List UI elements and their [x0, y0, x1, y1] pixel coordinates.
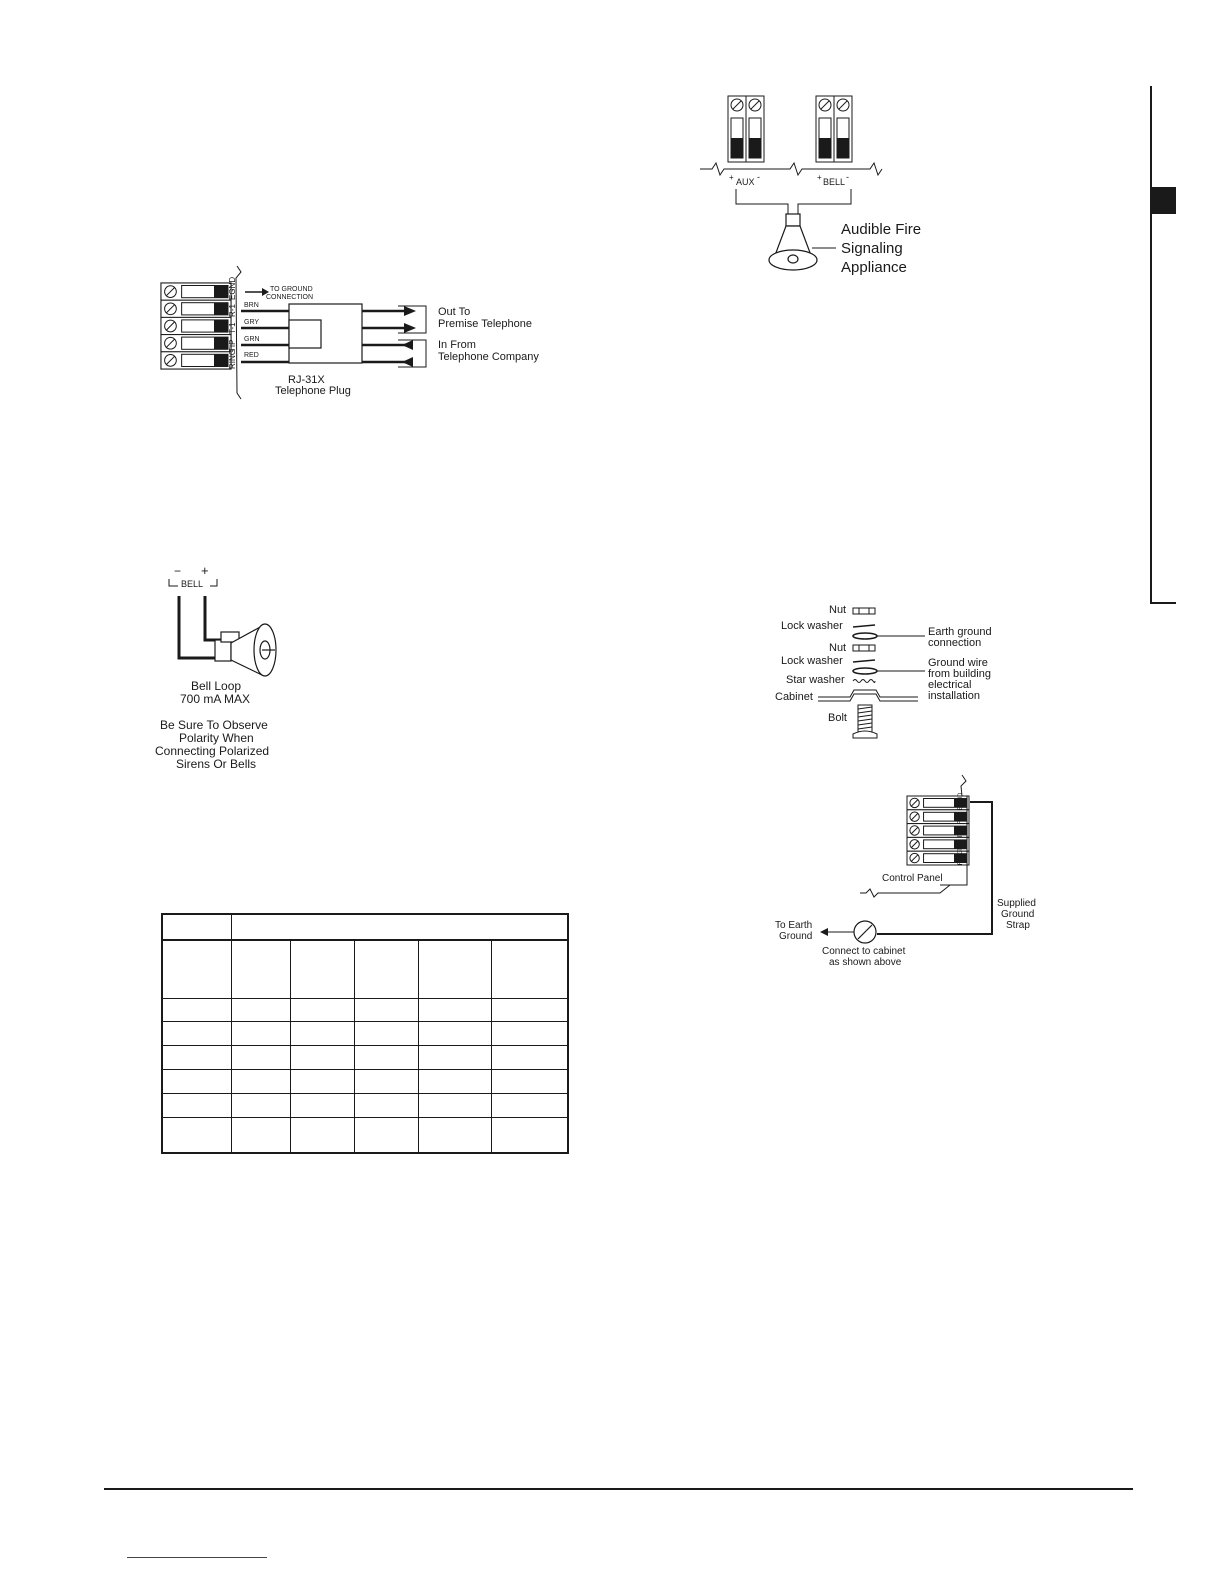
fire-aux-minus: -: [757, 172, 760, 182]
terminal-label: T-1: [958, 828, 964, 838]
terminal-label: T-1: [228, 322, 237, 335]
terminal-label: R-1: [958, 814, 964, 824]
panel-earth-label-1: To Earth: [775, 920, 813, 931]
footer-rule: [104, 1488, 1133, 1490]
panel-connect-label-1: Connect to cabinet: [822, 946, 906, 957]
hw-wire-label-4: installation: [928, 690, 980, 702]
terminal-label: TIP: [958, 842, 964, 852]
tel-plug-label-1: RJ-31X: [288, 374, 325, 386]
tel-arrow-label-1: TO GROUND: [270, 286, 313, 293]
fire-appliance-label-3: Appliance: [841, 259, 907, 276]
terminal-label: RING: [228, 348, 237, 369]
panel-strap-label-1: Supplied: [997, 898, 1036, 909]
panel-strap-label-2: Ground: [1001, 909, 1035, 920]
fire-aux-plus: +: [729, 173, 734, 182]
hw-cabinet: Cabinet: [775, 691, 813, 703]
panel-earth-label-2: Ground: [779, 931, 813, 942]
hw-nut-1: Nut: [829, 604, 847, 616]
terminal-label: TIP: [228, 339, 237, 352]
tel-wire-brn: BRN: [244, 302, 259, 309]
bell-note-4: Sirens Or Bells: [176, 757, 257, 771]
tel-wire-gry: GRY: [244, 319, 260, 326]
tel-out-label-1: Out To: [438, 306, 471, 318]
fire-appliance-label-1: Audible Fire: [841, 221, 922, 238]
fire-bell-plus: +: [817, 173, 822, 182]
bell-plus: +: [201, 563, 209, 578]
tel-wire-grn: GRN: [244, 336, 260, 343]
hw-nut-2: Nut: [829, 642, 847, 654]
terminal-label: RING: [958, 850, 964, 866]
bell-label: BELL: [181, 579, 204, 589]
bell-note-1: Be Sure To Observe: [160, 718, 268, 732]
fire-appliance-label-2: Signaling: [841, 240, 903, 257]
fire-bell-minus: -: [846, 172, 849, 182]
tel-wire-red: RED: [244, 352, 259, 359]
hw-earth-label-1: Earth ground: [928, 626, 992, 638]
bell-note-3: Connecting Polarized: [155, 744, 270, 758]
footer-link-underline[interactable]: [127, 1557, 267, 1558]
tel-in-label-2: Telephone Company: [438, 351, 539, 363]
hw-wire-label-2: from building: [928, 668, 991, 680]
bell-loop-label-1: Bell Loop: [191, 679, 242, 693]
tel-in-label-1: In From: [438, 339, 476, 351]
panel-strap-label-3: Strap: [1006, 920, 1030, 931]
hw-wire-label-3: electrical: [928, 679, 972, 691]
terminal-label: EGND: [958, 792, 964, 810]
hw-lock-washer-1: Lock washer: [781, 620, 843, 632]
tel-arrow-label-2: CONNECTION: [266, 294, 314, 301]
hw-star-washer: Star washer: [786, 674, 845, 686]
bell-note-2: Polarity When: [179, 731, 254, 745]
terminal-label: R-1: [228, 304, 237, 318]
terminal-label: EGND: [228, 276, 237, 300]
hw-earth-label-2: connection: [928, 637, 982, 649]
hw-wire-label-1: Ground wire: [928, 657, 988, 669]
bell-minus: −: [174, 564, 182, 578]
fire-aux-label: AUX: [736, 177, 755, 187]
panel-connect-label-2: as shown above: [829, 957, 902, 968]
fire-bell-label: BELL: [823, 177, 846, 187]
tel-out-label-2: Premise Telephone: [438, 318, 532, 330]
bell-loop-label-2: 700 mA MAX: [180, 692, 251, 706]
tel-plug-label-2: Telephone Plug: [275, 385, 351, 397]
panel-control-label: Control Panel: [882, 873, 943, 884]
hw-lock-washer-2: Lock washer: [781, 655, 843, 667]
hw-bolt: Bolt: [828, 712, 847, 724]
